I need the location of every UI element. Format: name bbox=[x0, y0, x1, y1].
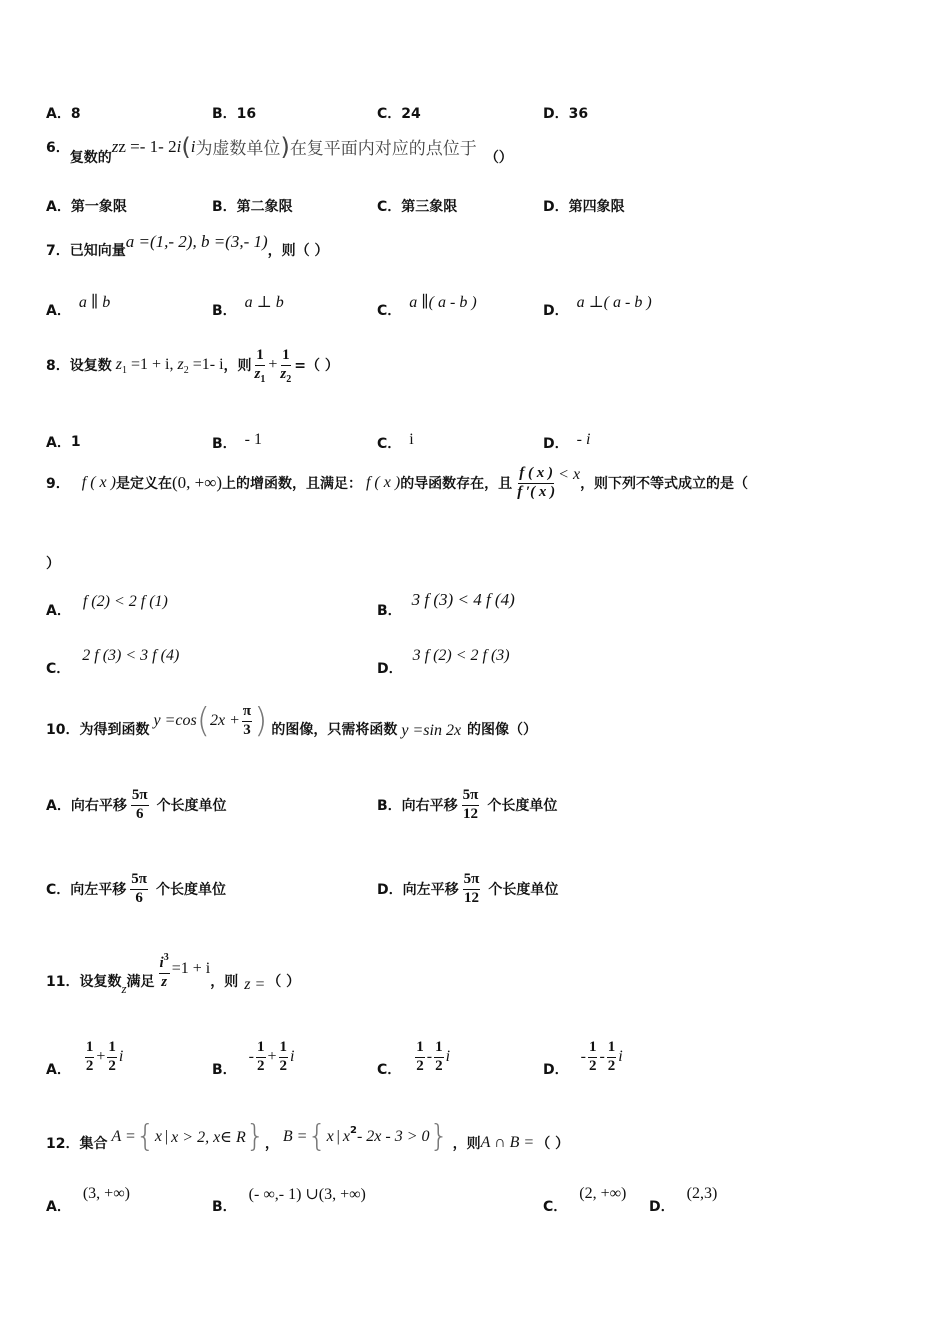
q12-option-b: B． (- ∞,- 1) ∪(3, +∞) bbox=[212, 1186, 366, 1215]
q7-option-a: A． a ∥ b bbox=[46, 294, 111, 319]
q9-option-a: A． f (2) < 2 f (1) bbox=[46, 593, 168, 619]
q7-option-d: D． a ⊥( a - b ) bbox=[543, 294, 652, 319]
q11-option-b: B． - $\frac{1}{2}$ + $\frac{1}{2}$ i bbox=[212, 1039, 295, 1079]
q6-option-d: D．第四象限 bbox=[543, 199, 625, 215]
q12-option-d: D． (2,3) bbox=[649, 1185, 718, 1215]
q7-option-c: C． a ∥( a - b ) bbox=[377, 294, 477, 319]
q8-option-a: A． 1 bbox=[46, 434, 81, 451]
q5-option-b: B．16 bbox=[212, 106, 257, 122]
q5-option-d: D．36 bbox=[543, 106, 589, 122]
q6-option-b: B．第二象限 bbox=[212, 199, 293, 215]
q10-option-d: D． 向左平移 $\frac{5\pi}{12}$ 个长度单位 bbox=[377, 871, 559, 906]
q9-option-c: C． 2 f (3) < 3 f (4) bbox=[46, 647, 180, 677]
q8-stem: 8． 设复数 $z_1 =1 + i$, $z_2 =1-$ i ，则 $\frac{1}{z_1}$ + $\frac{1}{z_2}$ =（ ） bbox=[46, 347, 339, 385]
q8-frac-1: $\frac{1}{z_1}$ bbox=[254, 347, 266, 385]
q6-option-c: C．第三象限 bbox=[377, 199, 458, 215]
q10-option-c: C． 向左平移 $\frac{5\pi}{6}$ 个长度单位 bbox=[46, 871, 226, 906]
q6-stem: 6． 复数的 zz =- 1- 2i ( i 为虚数单位 ) 在复平面内对应的点位于 （） bbox=[46, 132, 513, 166]
q6-option-a: A．第一象限 bbox=[46, 199, 127, 215]
q9-stem-close: ） bbox=[46, 556, 60, 572]
q12-option-a: A． (3, +∞) bbox=[46, 1185, 130, 1215]
q5-option-c: C．24 bbox=[377, 106, 421, 122]
q8-option-d: D． - i bbox=[543, 431, 591, 452]
q10-option-a: A． 向右平移 $\frac{5\pi}{6}$ 个长度单位 bbox=[46, 787, 227, 822]
q9-stem: 9． f ( x ) 是定义在 (0, +∞) 上的增函数，且满足： f ( x ) 的导函数存在，且 $\frac{f ( x )}{f '( x )}$ < x ，则下列不等式成立的是（ bbox=[46, 465, 749, 500]
q12-stem: 12． 集合 A = { x | x > 2, x∈ R } ， B = { x | x 2 - 2x - 3 > 0 } ，则 A ∩ B = （ ） bbox=[46, 1119, 570, 1154]
q9-option-b: B． 3 f (3) < 4 f (4) bbox=[377, 590, 515, 619]
q10-stem: 10． 为得到函数 y =cos ( 2x + $\frac{\pi}{3}$ ) 的图像，只需将函数 y =sin 2x 的图像（） bbox=[46, 701, 538, 742]
q8-option-c: C． i bbox=[377, 431, 414, 452]
q9-option-d: D． 3 f (2) < 2 f (3) bbox=[377, 647, 510, 677]
q11-option-c: C． $\frac{1}{2}$ - $\frac{1}{2}$ i bbox=[377, 1039, 451, 1079]
q8-option-b: B． - 1 bbox=[212, 431, 262, 452]
q10-frac: $\frac{\pi}{3}$ bbox=[242, 703, 252, 738]
q12-option-c: C． (2, +∞) bbox=[543, 1185, 627, 1215]
q11-option-d: D． - $\frac{1}{2}$ - $\frac{1}{2}$ i bbox=[543, 1039, 623, 1079]
q10-option-b: B． 向右平移 $\frac{5\pi}{12}$ 个长度单位 bbox=[377, 787, 558, 822]
q11-stem: 11． 设复数 z 满足 $\frac{i^3}{z}$ =1 + i ，则 z = （ ） bbox=[46, 952, 301, 997]
q8-frac-2: $\frac{1}{z_2}$ bbox=[280, 347, 292, 385]
q7-option-b: B． a ⊥ b bbox=[212, 294, 284, 319]
q11-frac: $\frac{i^3}{z}$ bbox=[159, 952, 169, 990]
q11-option-a: A． $\frac{1}{2}$ + $\frac{1}{2}$ i bbox=[46, 1039, 124, 1079]
q7-stem: 7． 已知向量 a =(1,- 2), b =(3,- 1) ，则（ ） bbox=[46, 232, 329, 259]
q9-frac: $\frac{f ( x )}{f '( x )}$ bbox=[517, 465, 556, 500]
q5-option-a: A．8 bbox=[46, 106, 81, 122]
